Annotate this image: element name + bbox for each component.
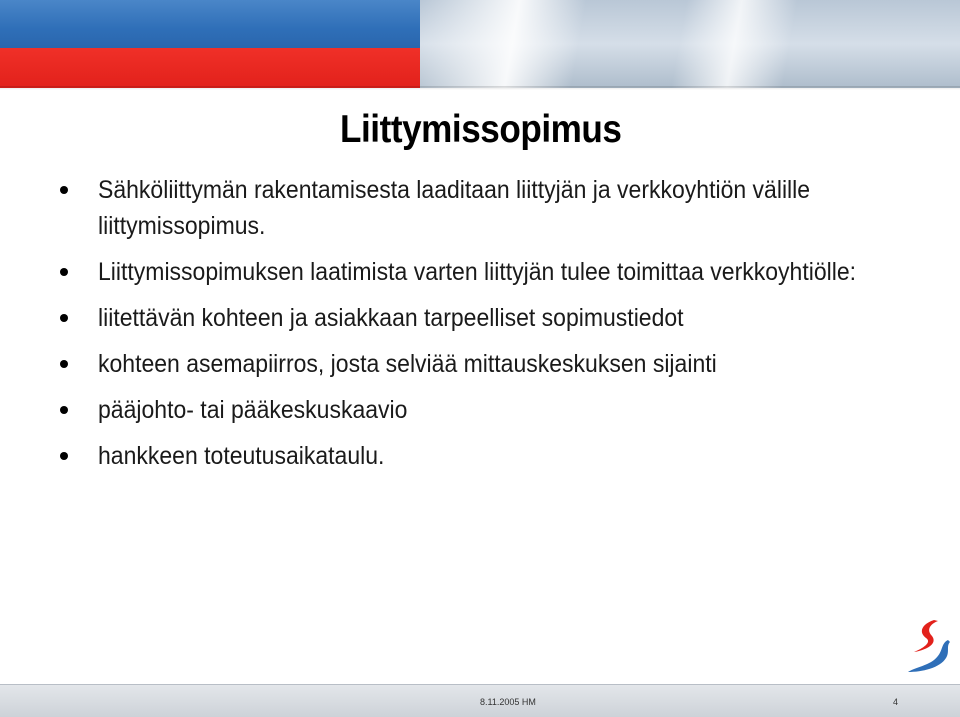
- bullet-list: [60, 172, 920, 484]
- bullet-text: Sähköliittymän rakentamisesta laaditaan liittyjän ja verkkoyhtiön välille liittymissopimus.: [98, 176, 811, 240]
- bullet-text: kohteen asemapiirros, josta selviää mittauskeskuksen sijainti: [98, 350, 717, 378]
- bullet-item: [60, 300, 920, 336]
- bullet-text: Liittymissopimuksen laatimista varten liittyjän tulee toimittaa verkkoyhtiölle:: [98, 258, 857, 286]
- header-blue-stripe: [0, 0, 420, 48]
- company-logo-icon: [904, 618, 952, 676]
- bullet-dot-icon: [60, 406, 68, 414]
- footer-bar: [0, 684, 960, 717]
- bullet-item: [60, 438, 920, 474]
- header-red-stripe: [0, 48, 420, 88]
- bullet-dot-icon: [60, 360, 68, 368]
- bullet-text: liitettävän kohteen ja asiakkaan tarpeelliset sopimustiedot: [98, 304, 684, 332]
- page-number: 4: [893, 697, 899, 707]
- bullet-item: [60, 346, 920, 382]
- footer-date-author: 8.11.2005 HM: [480, 697, 536, 707]
- header-band: [0, 0, 960, 88]
- header-metallic-image: [420, 0, 960, 88]
- bullet-dot-icon: [60, 314, 68, 322]
- bullet-dot-icon: [60, 268, 68, 276]
- bullet-item: [60, 254, 920, 290]
- bullet-dot-icon: [60, 452, 68, 460]
- logo-red-swoosh: [914, 620, 938, 652]
- bullet-item: [60, 172, 920, 244]
- bullet-dot-icon: [60, 186, 68, 194]
- bullet-text: pääjohto- tai pääkeskuskaavio: [98, 396, 408, 424]
- bullet-text: hankkeen toteutusaikataulu.: [98, 442, 385, 470]
- header-shadow: [0, 86, 960, 90]
- bullet-item: [60, 392, 920, 428]
- slide-title: Liittymissopimus: [340, 108, 622, 151]
